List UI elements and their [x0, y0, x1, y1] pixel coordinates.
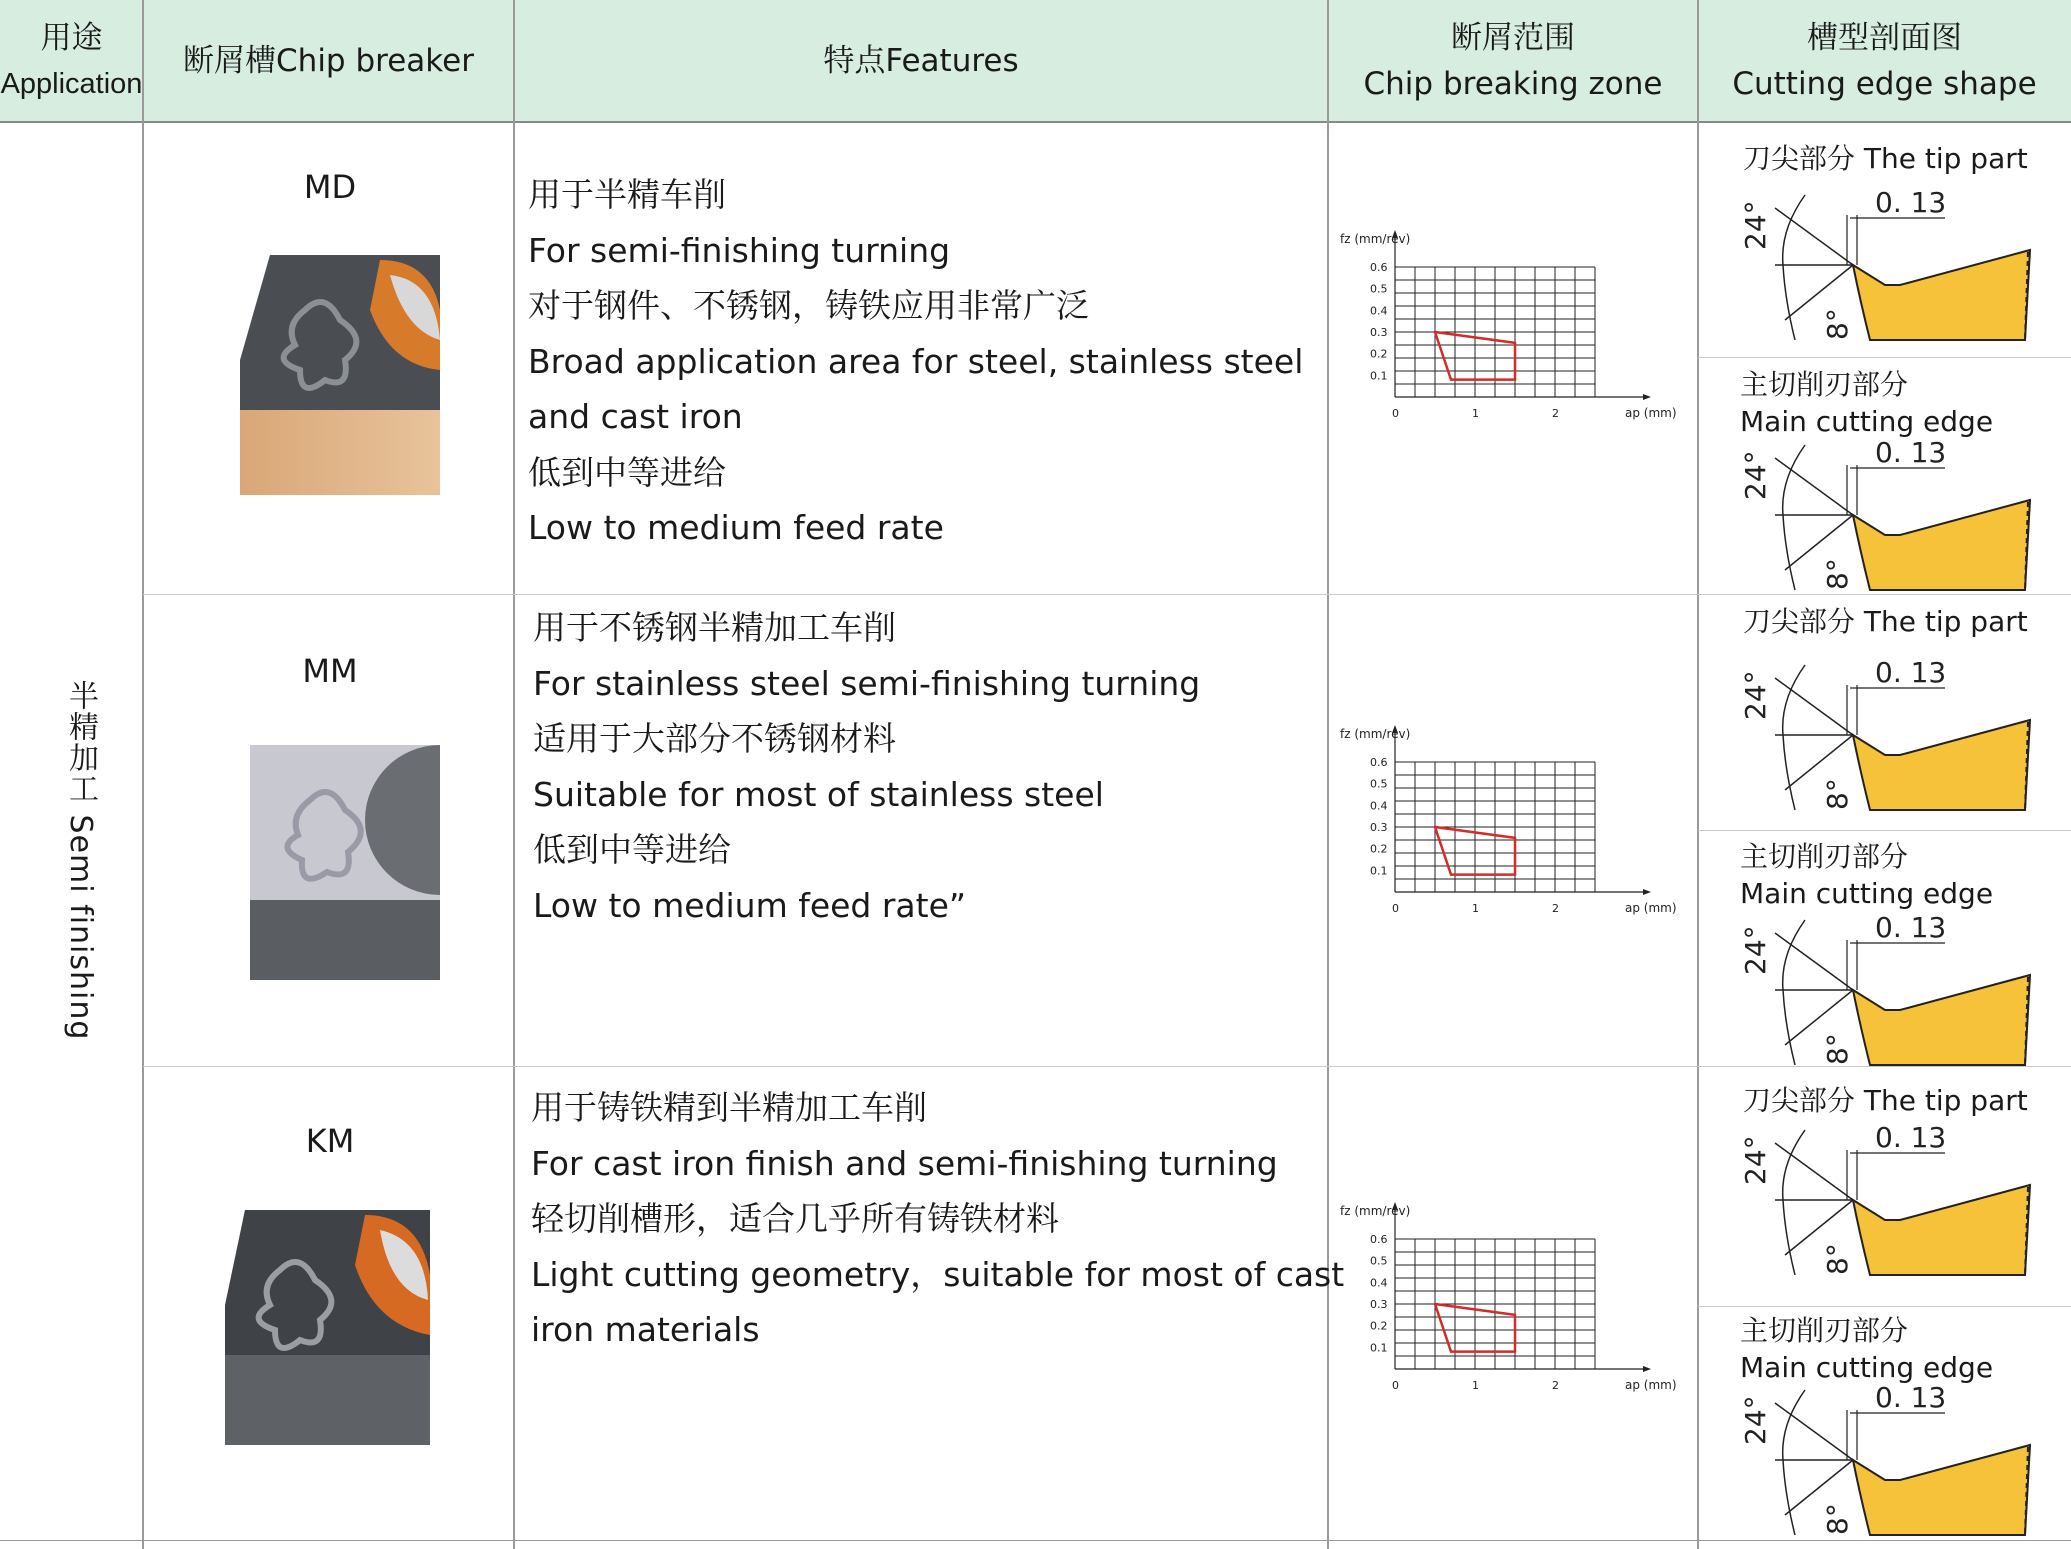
tip-part-label: 刀尖部分 The tip part [1743, 142, 2028, 175]
y-tick-label: 0.6 [1370, 756, 1388, 769]
header-chip-breaker-label: 断屑槽Chip breaker [183, 42, 474, 79]
edge-profile-main [1735, 915, 2055, 1075]
header-zone-cn: 断屑范围 [1451, 19, 1575, 56]
main-edge-label [1740, 366, 1993, 440]
application-label: 半精加工 Semi finishing [63, 680, 98, 1041]
y-tick-label: 0.2 [1370, 347, 1388, 361]
chip-breaker-code: KM [305, 1122, 355, 1160]
feature-line: and cast iron [528, 397, 743, 436]
feature-line: iron materials [531, 1310, 760, 1349]
y-tick-label: 0.3 [1370, 1298, 1388, 1311]
y-tick-label: 0.5 [1370, 1254, 1388, 1268]
insert-image-mm [230, 740, 440, 980]
feature-line: Low to medium feed rate” [533, 885, 966, 925]
width-value: 0. 13 [1875, 1385, 1947, 1414]
angle-value: 24° [1739, 200, 1772, 250]
edge-divider [1698, 1306, 2071, 1307]
feature-line: 对于钢件、不锈钢，铸铁应用非常广泛 [528, 286, 1089, 325]
x-tick-label: 1 [1472, 1379, 1479, 1392]
feature-line: 低到中等进给 [533, 830, 731, 869]
tip-part-label: 刀尖部分 The tip part [1743, 605, 2028, 638]
x-tick-label: 2 [1552, 407, 1559, 420]
x-tick-label: 0 [1392, 902, 1399, 915]
width-value: 0. 13 [1875, 190, 1947, 219]
width-value: 0. 13 [1875, 1125, 1947, 1154]
main-edge-label-en: Main cutting edge [1740, 1351, 1994, 1384]
edge-profile-main [1735, 1385, 2055, 1545]
edge-profile-main [1735, 440, 2055, 600]
angle-value: 8° [1821, 1033, 1854, 1065]
main-edge-label-cn: 主切削刃部分 [1740, 1314, 1909, 1347]
header-application-en: Application [0, 67, 143, 100]
tip-part-label: 刀尖部分 The tip part [1743, 1084, 2028, 1117]
angle-value: 24° [1739, 450, 1772, 500]
width-value: 0. 13 [1875, 915, 1947, 944]
rake-line [1775, 678, 1853, 735]
y-tick-label: 0.3 [1370, 326, 1388, 339]
y-tick-label: 0.4 [1370, 304, 1388, 318]
x-tick-label: 1 [1472, 407, 1479, 420]
feature-line: 轻切削槽形，适合几乎所有铸铁材料 [531, 1199, 1059, 1238]
angle-value: 24° [1739, 1135, 1772, 1185]
y-tick-label: 0.4 [1370, 1276, 1388, 1290]
rake-line [1775, 933, 1853, 990]
edge-divider [1698, 830, 2071, 831]
x-tick-label: 0 [1392, 1379, 1399, 1392]
rake-line [1775, 208, 1853, 265]
header-shape-en: Cutting edge shape [1732, 65, 2037, 102]
angle-value: 24° [1739, 670, 1772, 720]
feature-line: Suitable for most of stainless steel [533, 774, 1104, 814]
edge-body [1853, 975, 2030, 1065]
header-application [0, 0, 143, 123]
main-edge-label [1740, 838, 1993, 912]
width-value: 0. 13 [1875, 440, 1947, 469]
edge-profile-tip [1735, 660, 2055, 820]
chip-breaking-zone-chart-mm [1335, 720, 1695, 935]
x-tick-label: 1 [1472, 902, 1479, 915]
edge-body [1853, 1185, 2030, 1275]
edge-profile-tip [1735, 1125, 2055, 1285]
x-axis-label: ap (mm) [1625, 901, 1677, 915]
header-features-label: 特点Features [823, 42, 1019, 79]
x-axis-arrow [1643, 1366, 1651, 1372]
rake-line [1775, 1403, 1853, 1460]
header-zone-en: Chip breaking zone [1363, 65, 1663, 102]
main-edge-label-cn: 主切削刃部分 [1740, 840, 1909, 873]
angle-value: 8° [1821, 1503, 1854, 1535]
angle-value: 24° [1739, 925, 1772, 975]
width-value: 0. 13 [1875, 660, 1947, 689]
rake-line [1775, 1143, 1853, 1200]
feature-line: Low to medium feed rate [528, 508, 944, 547]
angle-value: 8° [1821, 308, 1854, 340]
y-tick-label: 0.1 [1370, 864, 1388, 878]
y-tick-label: 0.2 [1370, 842, 1388, 856]
divider [1697, 0, 1699, 1549]
edge-body [1853, 720, 2030, 810]
feature-line: 适用于大部分不锈钢材料 [533, 719, 896, 758]
edge-body [1853, 250, 2030, 340]
angle-value: 8° [1821, 558, 1854, 590]
y-tick-label: 0.2 [1370, 1319, 1388, 1333]
y-tick-label: 0.6 [1370, 261, 1388, 274]
divider [142, 0, 144, 1549]
header-application-cn: 用途 [40, 19, 103, 56]
feature-line: 用于半精车削 [528, 175, 726, 214]
header-features [514, 0, 1328, 123]
feature-line: For semi-finishing turning [528, 230, 951, 270]
header-chip-breaker [143, 0, 514, 123]
feature-line: Light cutting geometry，suitable for most of cast [531, 1254, 1345, 1294]
feature-line: 用于不锈钢半精加工车削 [533, 608, 896, 647]
feature-line: 用于铸铁精到半精加工车削 [531, 1088, 927, 1127]
chip-breaking-zone-chart-md [1335, 225, 1695, 440]
features-md [528, 167, 1303, 556]
chip-breaker-code: MD [303, 168, 357, 206]
main-edge-label-en: Main cutting edge [1740, 877, 1994, 910]
main-edge-label-en: Main cutting edge [1740, 405, 1994, 438]
edge-profile-tip [1735, 190, 2055, 360]
x-tick-label: 2 [1552, 1379, 1559, 1392]
rake-line [1775, 458, 1853, 515]
edge-body [1853, 500, 2030, 590]
insert-image-km [215, 1205, 435, 1445]
y-tick-label: 0.1 [1370, 369, 1388, 383]
y-axis-label: fz (mm/rev) [1340, 1204, 1411, 1218]
feature-line: Broad application area for steel, stainless steel [528, 341, 1304, 381]
y-tick-label: 0.5 [1370, 282, 1388, 296]
header-shape-cn: 槽型剖面图 [1807, 19, 1962, 56]
x-axis-arrow [1643, 889, 1651, 895]
angle-value: 24° [1739, 1395, 1772, 1445]
y-axis-label: fz (mm/rev) [1340, 232, 1411, 246]
y-axis-label: fz (mm/rev) [1340, 727, 1411, 741]
divider [513, 0, 515, 1549]
main-edge-label [1740, 1312, 1993, 1386]
y-tick-label: 0.4 [1370, 799, 1388, 813]
x-tick-label: 0 [1392, 407, 1399, 420]
features-km [531, 1080, 1344, 1358]
chip-breaking-zone-chart-km [1335, 1197, 1695, 1412]
edge-body [1853, 1445, 2030, 1535]
features-mm [533, 600, 1200, 933]
chip-breaker-code: MM [302, 652, 358, 690]
y-tick-label: 0.5 [1370, 777, 1388, 791]
y-tick-label: 0.6 [1370, 1233, 1388, 1246]
main-edge-label-cn: 主切削刃部分 [1740, 368, 1909, 401]
x-axis-arrow [1643, 394, 1651, 400]
x-axis-label: ap (mm) [1625, 1378, 1677, 1392]
feature-line: 低到中等进给 [528, 452, 726, 492]
feature-line: For cast iron finish and semi-finishing turning [531, 1143, 1278, 1183]
x-axis-label: ap (mm) [1625, 406, 1677, 420]
header-zone [1328, 0, 1698, 123]
y-tick-label: 0.3 [1370, 821, 1388, 834]
angle-value: 8° [1821, 778, 1854, 810]
feature-line: For stainless steel semi-finishing turning [533, 663, 1201, 703]
header-shape [1698, 0, 2071, 123]
angle-value: 8° [1821, 1243, 1854, 1275]
insert-image-md [230, 250, 440, 495]
y-tick-label: 0.1 [1370, 1341, 1388, 1355]
x-tick-label: 2 [1552, 902, 1559, 915]
